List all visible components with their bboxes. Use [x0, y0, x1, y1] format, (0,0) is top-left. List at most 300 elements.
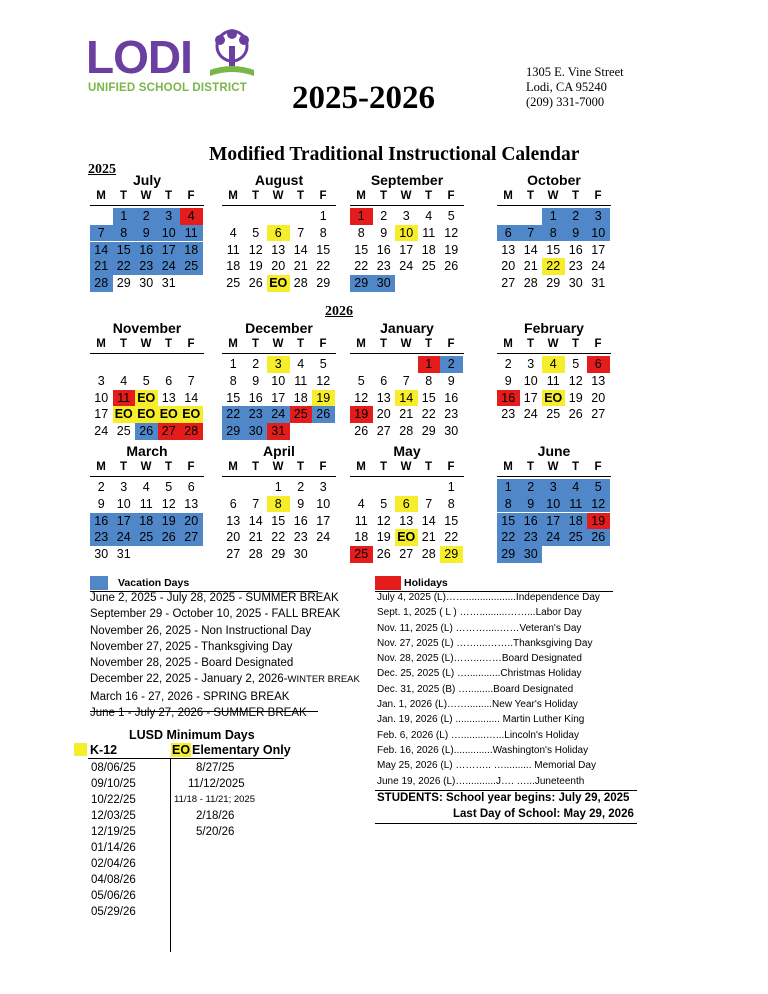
weekday-label: M — [503, 190, 513, 202]
weekday-label: M — [228, 338, 238, 350]
day-cell: 12 — [568, 373, 583, 388]
day-cell: 30 — [373, 275, 396, 292]
weekday-label: T — [296, 461, 305, 473]
holiday-item: Jan. 19, 2026 (L) ................ Martin Luther King — [377, 714, 585, 726]
day-cell: 20 — [501, 259, 516, 274]
weekday-label: T — [119, 338, 128, 350]
day-cell: 16 — [444, 390, 459, 405]
day-cell: 15 — [113, 242, 136, 259]
weekday-label: M — [503, 338, 513, 350]
day-cell: 21 — [399, 407, 414, 422]
address-line: 1305 E. Vine Street — [526, 65, 624, 79]
day-cell: 1 — [350, 208, 373, 225]
logo-subtext: UNIFIED SCHOOL DISTRICT — [88, 82, 248, 94]
day-cell: 19 — [444, 242, 459, 257]
day-cell: 9 — [297, 496, 305, 511]
day-cell: 3 — [587, 208, 610, 225]
day-cell: 11 — [180, 225, 203, 242]
day-cell: 25 — [546, 407, 561, 422]
day-cell: 18 — [354, 530, 369, 545]
day-cell: EO — [395, 529, 418, 546]
weekday-label: W — [547, 461, 559, 473]
weekday-label: T — [296, 190, 305, 202]
day-cell: 31 — [116, 547, 131, 562]
day-cell: 25 — [226, 276, 241, 291]
day-cell: 13 — [271, 242, 286, 257]
minimum-days-divider — [170, 758, 171, 952]
day-cell: 30 — [520, 546, 543, 563]
day-cell: 15 — [226, 390, 241, 405]
day-cell: 6 — [497, 225, 520, 242]
day-cell: 6 — [395, 496, 418, 513]
month-name: January — [380, 320, 434, 336]
last-day-of-school: Last Day of School: May 29, 2026 — [453, 808, 634, 820]
day-cell: 2 — [297, 480, 305, 494]
vacation-item: November 26, 2025 - Non Instructional Day — [90, 624, 312, 637]
day-cell: 4 — [565, 479, 588, 496]
day-cell: 10 — [542, 496, 565, 513]
weekday-label: W — [272, 190, 284, 202]
day-cell: 13 — [161, 390, 176, 405]
day-cell: 9 — [504, 373, 512, 388]
holiday-item: May 25, 2026 (L) ……….. ….......... Memorial Day — [377, 760, 596, 772]
day-cell: 27 — [158, 423, 181, 440]
eo-date: 8/27/25 — [196, 762, 235, 774]
day-cell: 12 — [248, 242, 263, 257]
day-cell: 17 — [591, 242, 606, 257]
weekday-label: M — [228, 190, 238, 202]
day-cell: 8 — [425, 373, 433, 388]
day-cell: 28 — [180, 423, 203, 440]
day-cell: 28 — [421, 547, 436, 562]
day-cell: EO — [135, 406, 158, 423]
day-cell: 6 — [165, 373, 173, 388]
day-cell: 24 — [542, 529, 565, 546]
day-cell: 20 — [226, 530, 241, 545]
vacation-list — [90, 590, 360, 721]
k12-date: 05/06/26 — [91, 890, 136, 902]
day-cell: 15 — [546, 242, 561, 257]
address-line: Lodi, CA 95240 — [526, 80, 607, 94]
holiday-item: June 19, 2026 (L)…...........J…. …...Juneteenth — [377, 775, 585, 787]
day-cell: 25 — [116, 424, 131, 439]
holiday-item: Nov. 28, 2025 (L)……...……Board Designated — [377, 653, 582, 665]
eo-date: 2/18/26 — [196, 810, 235, 822]
day-cell: 27 — [591, 407, 606, 422]
day-cell: 30 — [444, 424, 459, 439]
day-cell: 16 — [568, 242, 583, 257]
eo-badge: EO — [172, 743, 191, 757]
day-cell: 28 — [90, 275, 113, 292]
day-cell: 25 — [135, 529, 158, 546]
day-cell: 22 — [222, 406, 245, 423]
day-cell: 16 — [376, 242, 391, 257]
day-cell: 12 — [444, 225, 459, 240]
day-cell: 2 — [97, 480, 105, 494]
weekday-label: F — [447, 461, 455, 473]
eo-label: Elementary Only — [192, 743, 291, 757]
weekday-label: F — [187, 190, 195, 202]
weekday-label: M — [96, 461, 106, 473]
k12-swatch — [74, 743, 87, 756]
day-cell: 21 — [90, 258, 113, 275]
day-cell: 22 — [421, 407, 436, 422]
day-cell: 22 — [542, 258, 565, 275]
day-cell: 2 — [380, 209, 388, 223]
weekday-label: T — [119, 190, 128, 202]
day-cell: 25 — [421, 259, 436, 274]
day-cell: 4 — [120, 373, 128, 388]
weekday-label: T — [571, 338, 580, 350]
day-cell: 24 — [523, 407, 538, 422]
day-cell: 15 — [421, 390, 436, 405]
day-cell: 18 — [226, 259, 241, 274]
day-cell: 9 — [565, 225, 588, 242]
day-cell: 21 — [248, 530, 263, 545]
day-cell: 17 — [542, 513, 565, 530]
day-cell: 14 — [248, 513, 263, 528]
weekday-label: T — [424, 338, 433, 350]
holiday-item: Nov. 11, 2025 (L) ……….....……Veteran's Day — [377, 622, 582, 634]
weekday-label: T — [119, 461, 128, 473]
weekday-header — [90, 190, 204, 206]
day-cell: 17 — [316, 513, 331, 528]
school-year-title: 2025-2026 — [292, 80, 435, 116]
day-cell: 10 — [395, 225, 418, 242]
day-cell: 5 — [142, 373, 150, 388]
day-cell: 12 — [587, 496, 610, 513]
day-cell: 8 — [113, 225, 136, 242]
day-cell: 27 — [376, 424, 391, 439]
day-cell: 2 — [135, 208, 158, 225]
day-cell: 14 — [395, 390, 418, 407]
day-cell: 16 — [497, 390, 520, 407]
day-cell: 9 — [97, 496, 105, 511]
weekday-label: W — [140, 338, 152, 350]
weekday-header — [350, 190, 464, 206]
day-cell: 26 — [158, 529, 181, 546]
day-cell: 29 — [116, 276, 131, 291]
day-cell: 10 — [94, 390, 109, 405]
day-cell: 14 — [293, 242, 308, 257]
day-cell: 23 — [245, 406, 268, 423]
day-cell: 23 — [444, 407, 459, 422]
month-name: November — [112, 320, 182, 336]
weekday-label: T — [571, 190, 580, 202]
day-cell: 8 — [357, 225, 365, 240]
day-cell: 10 — [158, 225, 181, 242]
weekday-label: W — [140, 461, 152, 473]
day-cell: 16 — [248, 390, 263, 405]
day-cell: 2 — [520, 479, 543, 496]
day-cell: 5 — [357, 373, 365, 388]
holiday-item: Dec. 25, 2025 (L) …............Christmas Holiday — [377, 668, 582, 680]
day-cell: 29 — [271, 547, 286, 562]
day-cell: 30 — [245, 423, 268, 440]
holiday-item: Nov. 27, 2025 (L) ……....……..Thanksgiving Day — [377, 637, 593, 649]
day-cell: 29 — [440, 546, 463, 563]
weekday-label: M — [503, 461, 513, 473]
day-cell: 7 — [520, 225, 543, 242]
day-cell: 14 — [90, 242, 113, 259]
day-cell: 17 — [399, 242, 414, 257]
weekday-header — [222, 190, 336, 206]
day-cell: 2 — [504, 357, 512, 371]
month-name: December — [245, 320, 313, 336]
weekday-label: T — [296, 338, 305, 350]
day-cell: 3 — [527, 357, 535, 371]
day-cell: 28 — [248, 547, 263, 562]
day-cell: 2 — [565, 208, 588, 225]
day-cell: 17 — [271, 390, 286, 405]
day-cell: 10 — [271, 373, 286, 388]
month-name: July — [132, 172, 161, 188]
calendar-title: Modified Traditional Instructional Calendar — [209, 144, 580, 165]
day-cell: 4 — [425, 209, 433, 223]
year-label-2025: 2025 — [88, 162, 116, 177]
day-cell: 13 — [399, 513, 414, 528]
day-cell: 1 — [229, 357, 237, 371]
holiday-list — [377, 590, 600, 789]
day-cell: 23 — [376, 259, 391, 274]
district-address — [526, 65, 624, 110]
eo-date: 5/20/26 — [196, 826, 235, 838]
day-cell: 21 — [293, 259, 308, 274]
vacation-item: November 27, 2025 - Thanksgiving Day — [90, 640, 293, 653]
weekday-label: W — [140, 190, 152, 202]
weekday-label: T — [164, 338, 173, 350]
day-cell: 6 — [380, 373, 388, 388]
day-cell: 16 — [135, 242, 158, 259]
weekday-label: F — [319, 190, 327, 202]
weekday-label: T — [251, 338, 260, 350]
day-cell: 29 — [421, 424, 436, 439]
day-cell: 16 — [520, 513, 543, 530]
day-cell: 6 — [187, 480, 195, 494]
day-cell: 3 — [402, 209, 410, 223]
weekday-label: F — [319, 338, 327, 350]
day-cell: 11 — [354, 513, 368, 528]
day-cell: 16 — [90, 513, 113, 530]
tree-book-icon — [204, 26, 260, 82]
day-cell: 30 — [94, 547, 109, 562]
month-name: September — [370, 172, 444, 188]
day-cell: 26 — [587, 529, 610, 546]
day-cell: 27 — [226, 547, 241, 562]
day-cell: 26 — [135, 423, 158, 440]
day-cell: 29 — [222, 423, 245, 440]
day-cell: 8 — [229, 373, 237, 388]
day-cell: 24 — [399, 259, 414, 274]
day-cell: 3 — [542, 479, 565, 496]
day-cell: 1 — [497, 479, 520, 496]
day-cell: 3 — [97, 373, 105, 388]
day-cell: 24 — [94, 424, 109, 439]
k12-date: 04/08/26 — [91, 874, 136, 886]
day-cell: 1 — [542, 208, 565, 225]
day-cell: 25 — [350, 546, 373, 563]
vacation-item: June 1 - July 27, 2026 - SUMMER BREAK — [90, 707, 307, 720]
day-cell: 22 — [497, 529, 520, 546]
weekday-header — [497, 338, 611, 354]
day-cell: EO — [135, 390, 158, 407]
k12-date: 02/04/26 — [91, 858, 136, 870]
k12-label: K-12 — [90, 743, 118, 757]
winter-break-label: WINTER BREAK — [287, 674, 360, 686]
day-cell: 10 — [116, 496, 131, 511]
day-cell: 19 — [587, 513, 610, 530]
day-cell: 13 — [376, 390, 391, 405]
k12-date: 12/03/25 — [91, 810, 136, 822]
month-name: May — [393, 443, 421, 459]
day-cell: 15 — [497, 513, 520, 530]
weekday-label: W — [400, 190, 412, 202]
day-cell: 9 — [135, 225, 158, 242]
day-cell: 29 — [497, 546, 520, 563]
day-cell: 18 — [421, 242, 436, 257]
weekday-label: W — [547, 190, 559, 202]
day-cell: 21 — [523, 259, 538, 274]
day-cell: EO — [180, 406, 203, 423]
day-cell: 23 — [568, 259, 583, 274]
weekday-header — [90, 461, 204, 477]
day-cell: 13 — [501, 242, 516, 257]
day-cell: 30 — [293, 547, 308, 562]
vacation-item: September 29 - October 10, 2025 - FALL BREAK — [90, 608, 341, 621]
day-cell: 13 — [226, 513, 241, 528]
day-cell: 6 — [229, 496, 237, 511]
weekday-label: W — [547, 338, 559, 350]
day-cell: 4 — [229, 225, 237, 240]
day-cell: EO — [113, 406, 136, 423]
day-cell: 7 — [90, 225, 113, 242]
day-cell: 11 — [113, 390, 136, 407]
day-cell: 3 — [158, 208, 181, 225]
weekday-label: W — [400, 461, 412, 473]
day-cell: 15 — [354, 242, 369, 257]
logo-text: LODI — [86, 31, 192, 83]
day-cell: 3 — [267, 356, 290, 373]
day-cell: 11 — [546, 373, 560, 388]
day-cell: 15 — [444, 513, 459, 528]
day-cell: 4 — [297, 357, 305, 371]
day-cell: 22 — [444, 530, 459, 545]
day-cell: 13 — [591, 373, 606, 388]
day-cell: 1 — [447, 480, 455, 494]
day-cell: 29 — [546, 276, 561, 291]
weekday-label: F — [594, 461, 602, 473]
day-cell: 7 — [425, 496, 433, 511]
month-name: June — [537, 443, 571, 459]
day-cell: 4 — [180, 208, 203, 225]
day-cell: 5 — [447, 209, 455, 223]
day-cell: 31 — [591, 276, 606, 291]
day-cell: 6 — [267, 225, 290, 242]
day-cell: 10 — [316, 496, 331, 511]
weekday-label: T — [379, 190, 388, 202]
weekday-label: F — [447, 338, 455, 350]
day-cell: 23 — [501, 407, 516, 422]
vacation-item: June 2, 2025 - July 28, 2025 - SUMMER BREAK — [90, 592, 339, 604]
weekday-label: T — [379, 461, 388, 473]
day-cell: 28 — [523, 276, 538, 291]
holiday-item: Feb. 16, 2026 (L)..............Washington's Holiday — [377, 744, 589, 756]
day-cell: 23 — [520, 529, 543, 546]
day-cell: 14 — [523, 242, 538, 257]
k12-date: 09/10/25 — [91, 778, 136, 790]
weekday-label: T — [526, 461, 535, 473]
day-cell: 24 — [113, 529, 136, 546]
day-cell: 1 — [319, 209, 327, 223]
weekday-header — [222, 338, 336, 354]
day-cell: 24 — [316, 530, 331, 545]
day-cell: 7 — [402, 373, 410, 388]
day-cell: 28 — [293, 276, 308, 291]
k12-dates — [91, 760, 136, 920]
k12-date: 10/22/25 — [91, 794, 136, 806]
day-cell: 11 — [422, 225, 436, 240]
district-logo — [86, 26, 266, 96]
k12-date: 05/29/26 — [91, 906, 136, 918]
day-cell: 15 — [271, 513, 286, 528]
day-cell: 19 — [248, 259, 263, 274]
day-cell: 8 — [447, 496, 455, 511]
minimum-days-title: LUSD Minimum Days — [129, 728, 255, 742]
day-cell: EO — [158, 406, 181, 423]
day-cell: 20 — [180, 513, 203, 530]
day-cell: 20 — [271, 259, 286, 274]
day-cell: 18 — [180, 242, 203, 259]
day-cell: 30 — [139, 276, 154, 291]
day-cell: 9 — [520, 496, 543, 513]
school-year-begins: STUDENTS: School year begins: July 29, 2025 — [377, 792, 630, 804]
day-cell: 18 — [565, 513, 588, 530]
weekday-label: F — [594, 338, 602, 350]
vacation-item: March 16 - 27, 2026 - SPRING BREAK — [90, 690, 290, 703]
vacation-legend-label: Vacation Days — [118, 577, 190, 589]
day-cell: 8 — [542, 225, 565, 242]
day-cell: 27 — [501, 276, 516, 291]
weekday-label: T — [164, 190, 173, 202]
holiday-swatch — [375, 576, 401, 590]
day-cell: 9 — [252, 373, 260, 388]
k12-date: 08/06/25 — [91, 762, 136, 774]
day-cell: 1 — [418, 356, 441, 373]
weekday-label: T — [164, 461, 173, 473]
weekday-label: M — [96, 190, 106, 202]
month-name: February — [524, 320, 584, 336]
day-cell: 23 — [135, 258, 158, 275]
day-cell: 25 — [565, 529, 588, 546]
day-cell: 26 — [248, 276, 263, 291]
day-cell: 11 — [139, 496, 153, 511]
day-cell: 23 — [90, 529, 113, 546]
weekday-label: T — [526, 338, 535, 350]
day-cell: 22 — [271, 530, 286, 545]
day-cell: 8 — [319, 225, 327, 240]
weekday-label: T — [571, 461, 580, 473]
weekday-label: T — [251, 190, 260, 202]
day-cell: 5 — [165, 480, 173, 494]
day-cell: 19 — [376, 530, 391, 545]
day-cell: 4 — [142, 480, 150, 494]
weekday-label: T — [379, 338, 388, 350]
day-cell: 26 — [312, 406, 335, 423]
day-cell: 26 — [568, 407, 583, 422]
day-cell: 19 — [568, 390, 583, 405]
day-cell: 10 — [523, 373, 538, 388]
day-cell: 9 — [380, 225, 388, 240]
